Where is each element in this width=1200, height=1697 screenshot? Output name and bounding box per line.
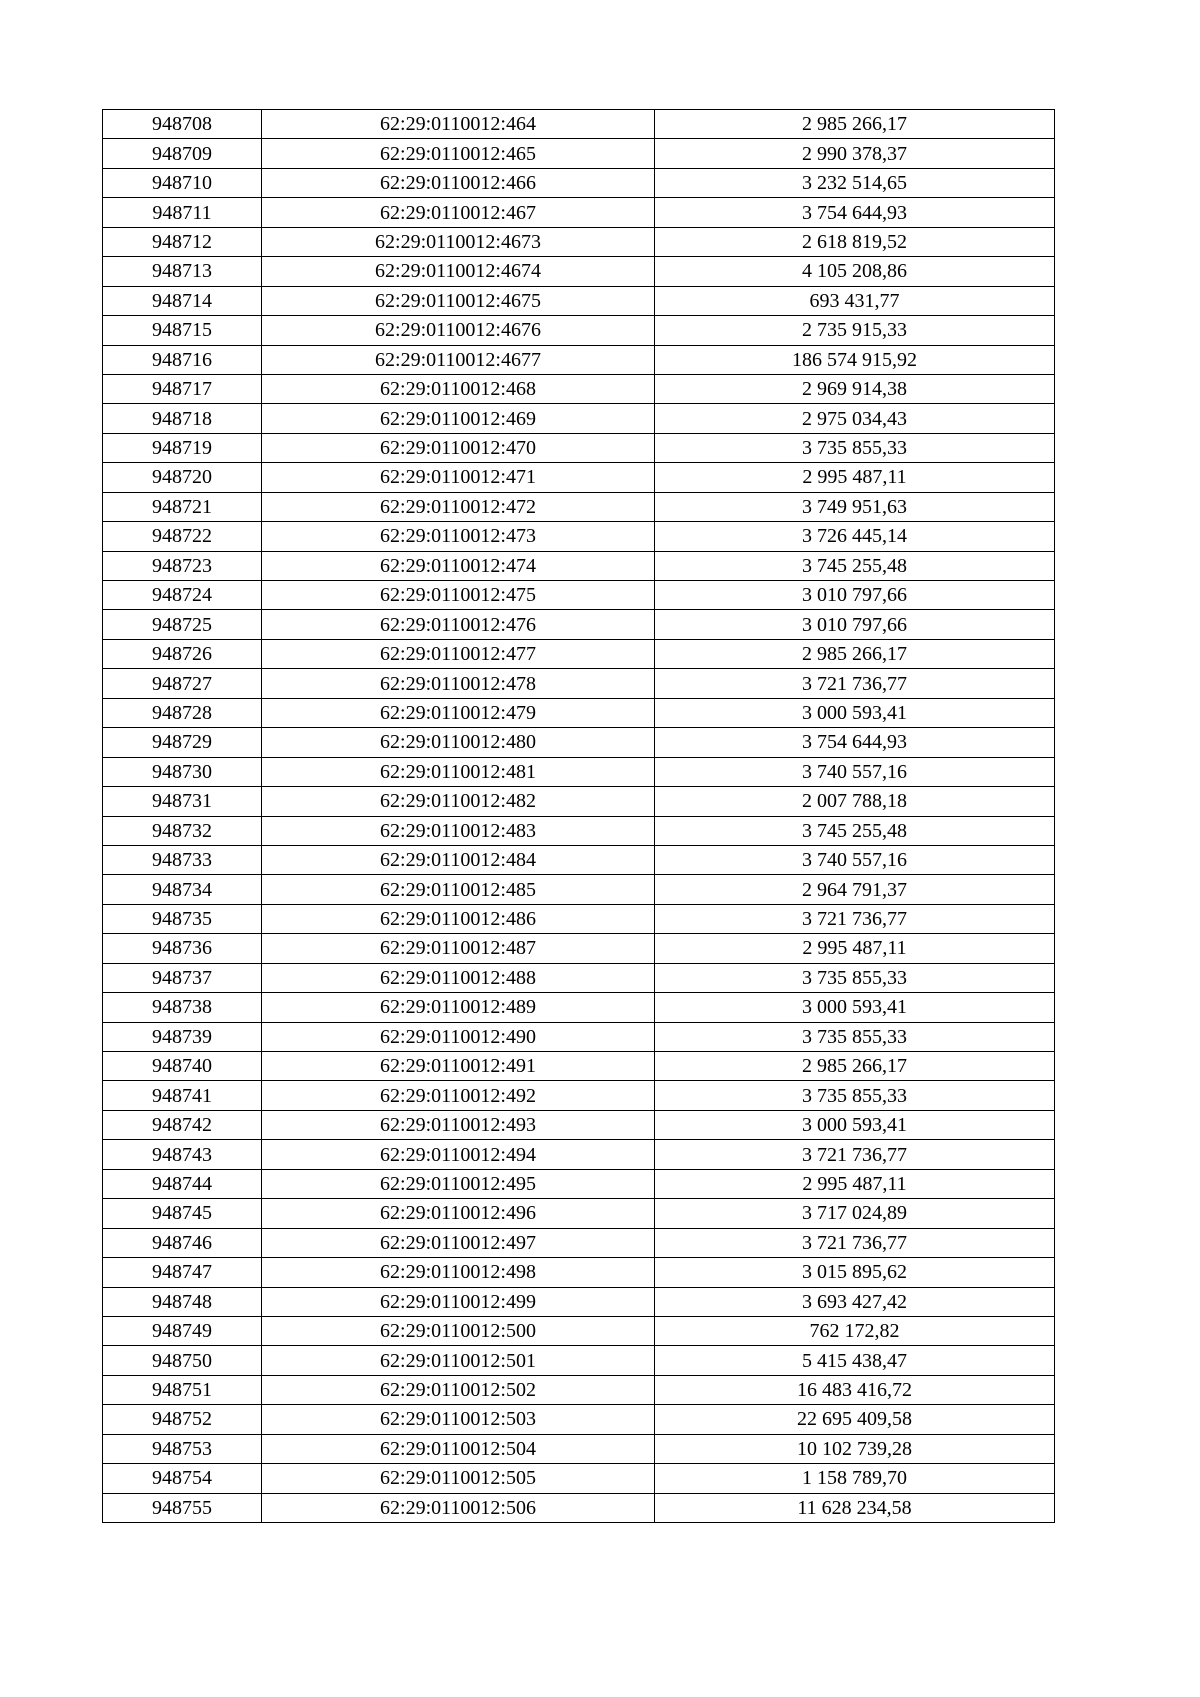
cadastral-value-cell: 2 007 788,18 [655,787,1055,816]
table-row [103,1316,1055,1345]
cadastral-number-cell: 62:29:0110012:465 [262,139,655,168]
row-number-cell: 948749 [103,1316,262,1345]
cadastral-number-cell: 62:29:0110012:480 [262,728,655,757]
table-row [103,1346,1055,1375]
cadastral-number-cell: 62:29:0110012:481 [262,757,655,786]
cadastral-number-cell: 62:29:0110012:474 [262,551,655,580]
cadastral-value-cell: 3 721 736,77 [655,669,1055,698]
cadastral-number-cell: 62:29:0110012:504 [262,1434,655,1463]
cadastral-value-cell: 3 749 951,63 [655,492,1055,521]
table-row [103,816,1055,845]
table-row [103,168,1055,197]
table-row [103,1493,1055,1522]
cadastral-number-cell: 62:29:0110012:483 [262,816,655,845]
table-row [103,639,1055,668]
cadastral-value-cell: 3 735 855,33 [655,1022,1055,1051]
table-row [103,1405,1055,1434]
cadastral-number-cell: 62:29:0110012:472 [262,492,655,521]
table-row [103,286,1055,315]
cadastral-number-cell: 62:29:0110012:490 [262,1022,655,1051]
row-number-cell: 948745 [103,1199,262,1228]
table-row [103,1258,1055,1287]
row-number-cell: 948721 [103,492,262,521]
row-number-cell: 948709 [103,139,262,168]
row-number-cell: 948731 [103,787,262,816]
cadastral-number-cell: 62:29:0110012:503 [262,1405,655,1434]
cadastral-number-cell: 62:29:0110012:501 [262,1346,655,1375]
cadastral-number-cell: 62:29:0110012:477 [262,639,655,668]
row-number-cell: 948728 [103,698,262,727]
cadastral-value-cell: 10 102 739,28 [655,1434,1055,1463]
cadastral-number-cell: 62:29:0110012:489 [262,993,655,1022]
cadastral-number-cell: 62:29:0110012:482 [262,787,655,816]
cadastral-value-cell: 2 985 266,17 [655,639,1055,668]
table-row [103,404,1055,433]
cadastral-value-cell: 3 726 445,14 [655,522,1055,551]
row-number-cell: 948735 [103,904,262,933]
cadastral-value-cell: 3 015 895,62 [655,1258,1055,1287]
cadastral-value-cell: 3 000 593,41 [655,1110,1055,1139]
cadastral-value-cell: 693 431,77 [655,286,1055,315]
cadastral-number-cell: 62:29:0110012:476 [262,610,655,639]
cadastral-value-cell: 3 717 024,89 [655,1199,1055,1228]
cadastral-number-cell: 62:29:0110012:475 [262,581,655,610]
cadastral-number-cell: 62:29:0110012:505 [262,1464,655,1493]
table-row [103,1228,1055,1257]
cadastral-number-cell: 62:29:0110012:492 [262,1081,655,1110]
row-number-cell: 948751 [103,1375,262,1404]
row-number-cell: 948747 [103,1258,262,1287]
cadastral-number-cell: 62:29:0110012:502 [262,1375,655,1404]
row-number-cell: 948736 [103,934,262,963]
cadastral-value-cell: 1 158 789,70 [655,1464,1055,1493]
table-row [103,904,1055,933]
row-number-cell: 948755 [103,1493,262,1522]
cadastral-value-cell: 3 754 644,93 [655,198,1055,227]
table-row [103,963,1055,992]
cadastral-value-cell: 3 721 736,77 [655,1228,1055,1257]
cadastral-number-cell: 62:29:0110012:500 [262,1316,655,1345]
table-row [103,433,1055,462]
table-row [103,198,1055,227]
table-row [103,1052,1055,1081]
cadastral-number-cell: 62:29:0110012:470 [262,433,655,462]
table-row [103,787,1055,816]
cadastral-value-cell: 22 695 409,58 [655,1405,1055,1434]
row-number-cell: 948750 [103,1346,262,1375]
cadastral-value-cell: 2 735 915,33 [655,316,1055,345]
cadastral-value-cell: 2 975 034,43 [655,404,1055,433]
table-row [103,463,1055,492]
cadastral-value-cell: 3 735 855,33 [655,1081,1055,1110]
cadastral-number-cell: 62:29:0110012:486 [262,904,655,933]
cadastral-number-cell: 62:29:0110012:478 [262,669,655,698]
row-number-cell: 948724 [103,581,262,610]
table-row [103,1464,1055,1493]
cadastral-number-cell: 62:29:0110012:484 [262,845,655,874]
cadastral-value-cell: 3 010 797,66 [655,610,1055,639]
table-row [103,522,1055,551]
cadastral-value-table [102,109,1055,1523]
table-row [103,492,1055,521]
cadastral-number-cell: 62:29:0110012:4673 [262,227,655,256]
row-number-cell: 948712 [103,227,262,256]
cadastral-value-cell: 186 574 915,92 [655,345,1055,374]
table-row [103,845,1055,874]
cadastral-number-cell: 62:29:0110012:469 [262,404,655,433]
cadastral-number-cell: 62:29:0110012:494 [262,1140,655,1169]
table-row [103,1110,1055,1139]
cadastral-number-cell: 62:29:0110012:479 [262,698,655,727]
row-number-cell: 948713 [103,257,262,286]
table-row [103,227,1055,256]
row-number-cell: 948752 [103,1405,262,1434]
table-row [103,1081,1055,1110]
cadastral-number-cell: 62:29:0110012:487 [262,934,655,963]
cadastral-number-cell: 62:29:0110012:471 [262,463,655,492]
row-number-cell: 948720 [103,463,262,492]
cadastral-number-cell: 62:29:0110012:498 [262,1258,655,1287]
table-row [103,139,1055,168]
cadastral-number-cell: 62:29:0110012:491 [262,1052,655,1081]
table-row [103,581,1055,610]
row-number-cell: 948743 [103,1140,262,1169]
row-number-cell: 948732 [103,816,262,845]
row-number-cell: 948744 [103,1169,262,1198]
cadastral-number-cell: 62:29:0110012:493 [262,1110,655,1139]
table-row [103,698,1055,727]
table-row [103,110,1055,139]
row-number-cell: 948718 [103,404,262,433]
row-number-cell: 948726 [103,639,262,668]
row-number-cell: 948715 [103,316,262,345]
cadastral-value-cell: 3 232 514,65 [655,168,1055,197]
row-number-cell: 948722 [103,522,262,551]
row-number-cell: 948753 [103,1434,262,1463]
row-number-cell: 948729 [103,728,262,757]
cadastral-number-cell: 62:29:0110012:4677 [262,345,655,374]
table-row [103,1434,1055,1463]
cadastral-value-cell: 3 000 593,41 [655,698,1055,727]
cadastral-number-cell: 62:29:0110012:488 [262,963,655,992]
table-row [103,374,1055,403]
cadastral-value-cell: 11 628 234,58 [655,1493,1055,1522]
table-row [103,345,1055,374]
cadastral-value-cell: 762 172,82 [655,1316,1055,1345]
table-row [103,316,1055,345]
table-body [103,110,1055,1523]
row-number-cell: 948748 [103,1287,262,1316]
cadastral-value-cell: 4 105 208,86 [655,257,1055,286]
cadastral-value-cell: 2 995 487,11 [655,463,1055,492]
cadastral-number-cell: 62:29:0110012:485 [262,875,655,904]
row-number-cell: 948754 [103,1464,262,1493]
cadastral-value-cell: 2 990 378,37 [655,139,1055,168]
cadastral-value-cell: 3 740 557,16 [655,757,1055,786]
cadastral-value-cell: 2 995 487,11 [655,1169,1055,1198]
cadastral-number-cell: 62:29:0110012:495 [262,1169,655,1198]
cadastral-number-cell: 62:29:0110012:4676 [262,316,655,345]
row-number-cell: 948714 [103,286,262,315]
cadastral-number-cell: 62:29:0110012:4675 [262,286,655,315]
cadastral-value-cell: 3 740 557,16 [655,845,1055,874]
table-row [103,1375,1055,1404]
row-number-cell: 948734 [103,875,262,904]
cadastral-value-cell: 3 010 797,66 [655,581,1055,610]
cadastral-number-cell: 62:29:0110012:496 [262,1199,655,1228]
table-row [103,257,1055,286]
cadastral-value-cell: 2 964 791,37 [655,875,1055,904]
row-number-cell: 948716 [103,345,262,374]
row-number-cell: 948711 [103,198,262,227]
cadastral-value-cell: 3 000 593,41 [655,993,1055,1022]
cadastral-value-cell: 3 735 855,33 [655,963,1055,992]
cadastral-value-cell: 3 745 255,48 [655,551,1055,580]
row-number-cell: 948723 [103,551,262,580]
cadastral-number-cell: 62:29:0110012:497 [262,1228,655,1257]
row-number-cell: 948733 [103,845,262,874]
table-row [103,1140,1055,1169]
cadastral-value-cell: 2 618 819,52 [655,227,1055,256]
cadastral-value-cell: 3 693 427,42 [655,1287,1055,1316]
table-row [103,1022,1055,1051]
row-number-cell: 948708 [103,110,262,139]
row-number-cell: 948741 [103,1081,262,1110]
table-row [103,875,1055,904]
table-row [103,1199,1055,1228]
table-row [103,669,1055,698]
cadastral-number-cell: 62:29:0110012:468 [262,374,655,403]
row-number-cell: 948746 [103,1228,262,1257]
row-number-cell: 948742 [103,1110,262,1139]
cadastral-value-cell: 2 985 266,17 [655,1052,1055,1081]
cadastral-value-cell: 3 745 255,48 [655,816,1055,845]
cadastral-value-cell: 2 969 914,38 [655,374,1055,403]
row-number-cell: 948710 [103,168,262,197]
row-number-cell: 948717 [103,374,262,403]
cadastral-number-cell: 62:29:0110012:473 [262,522,655,551]
cadastral-value-cell: 3 754 644,93 [655,728,1055,757]
cadastral-number-cell: 62:29:0110012:4674 [262,257,655,286]
cadastral-value-cell: 16 483 416,72 [655,1375,1055,1404]
cadastral-number-cell: 62:29:0110012:506 [262,1493,655,1522]
table-row [103,757,1055,786]
cadastral-value-cell: 2 985 266,17 [655,110,1055,139]
row-number-cell: 948727 [103,669,262,698]
cadastral-value-cell: 3 721 736,77 [655,1140,1055,1169]
cadastral-value-cell: 2 995 487,11 [655,934,1055,963]
table-row [103,934,1055,963]
row-number-cell: 948739 [103,1022,262,1051]
cadastral-number-cell: 62:29:0110012:499 [262,1287,655,1316]
row-number-cell: 948719 [103,433,262,462]
cadastral-value-cell: 3 721 736,77 [655,904,1055,933]
row-number-cell: 948738 [103,993,262,1022]
table-row [103,1287,1055,1316]
row-number-cell: 948740 [103,1052,262,1081]
table-row [103,551,1055,580]
cadastral-number-cell: 62:29:0110012:467 [262,198,655,227]
table-row [103,1169,1055,1198]
cadastral-value-cell: 5 415 438,47 [655,1346,1055,1375]
cadastral-value-cell: 3 735 855,33 [655,433,1055,462]
cadastral-number-cell: 62:29:0110012:466 [262,168,655,197]
table-row [103,993,1055,1022]
row-number-cell: 948730 [103,757,262,786]
table-row [103,610,1055,639]
row-number-cell: 948737 [103,963,262,992]
row-number-cell: 948725 [103,610,262,639]
table-row [103,728,1055,757]
cadastral-number-cell: 62:29:0110012:464 [262,110,655,139]
